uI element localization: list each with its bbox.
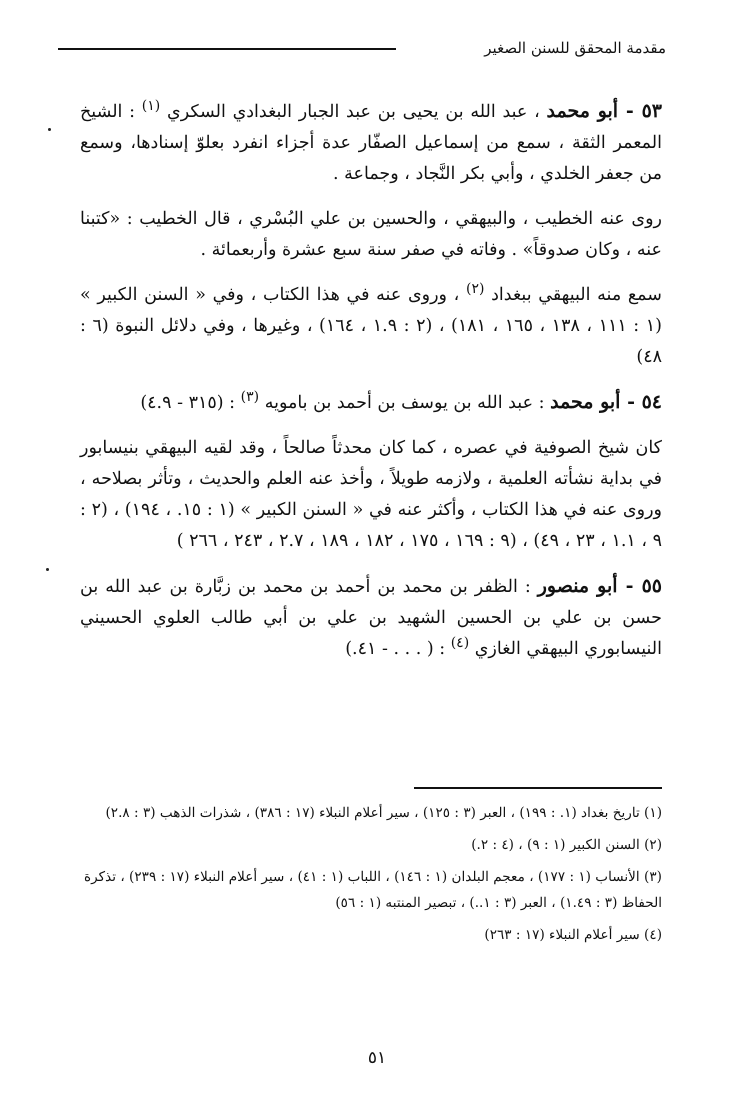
running-header	[58, 38, 666, 62]
entry-54-dates: : (٣١٥ - ٤.٩)	[140, 393, 236, 413]
footnote-ref-3: (٣)	[240, 389, 260, 406]
entry-53	[80, 96, 662, 190]
entry-54	[80, 387, 662, 419]
footnote-1: (١) تاريخ بغداد (١. : ١٩٩) ، العبر (٣ : ١٢٥) ، سير أعلام النبلاء (١٧ : ٣٨٦) ، شذرات الذهب (٣ : ٢.٨)	[105, 805, 662, 821]
entry-53-text-cont: : الشيخ المعمر الثقة ، سمع من إسماعيل الصفّار عدة أجزاء انفرد بعلوّ إسنادها، وسمع من جعفر الخلدي ، وأبي بكر النَّجاد ، وجماعة .	[80, 102, 662, 184]
entry-53-bayhaqi-text: سمع منه البيهقي ببغداد	[491, 285, 662, 305]
main-text	[80, 96, 662, 679]
header-title: مقدمة المحقق للسنن الصغير	[484, 39, 666, 57]
entry-53-narrators: روى عنه الخطيب ، والبيهقي ، والحسين بن علي البُسْري ، قال الخطيب : «كتبنا عنه ، وكان صدوقاً» . وفاته في صفر سنة سبع عشرة وأربعمائة .	[80, 209, 662, 260]
entry-54-text: : عبد الله بن يوسف بن أحمد بن بامويه	[264, 393, 545, 413]
entry-54-bio: كان شيخ الصوفية في عصره ، كما كان محدثاً صالحاً ، وقد لقيه البيهقي بنيسابور في بداية نشأته العلمية ، ولازمه طويلاً ، وأخذ عنه العلم والحديث ، وتأثر بصلاحه ، وروى عنه في هذا الكتاب ، وأكثر عنه في « السنن الكبير » (١ : ١٥. ، ١٩٤) ، (٢ : ٩ ، ١.١ ، ٢٣ ، ٤٩) ، (٩ : ١٦٩ ، ١٧٥ ، ١٨٢ ، ١٨٩ ، ٢.٧ ، ٢٤٣ ، ٢٦٦ )	[80, 438, 662, 551]
entry-55	[80, 571, 662, 665]
entry-53-bayhaqi-cont: ، وروى عنه في هذا الكتاب ، وفي « السنن الكبير » (١ : ١١١ ، ١٣٨ ، ١٦٥ ، ١٨١) ، (٢ : ١.٩ ، ١٦٤) ، وغيرها ، وفي دلائل النبوة (٦ : ٤٨)	[80, 285, 662, 367]
entry-55-lead: ٥٥ - أبو منصور	[537, 575, 662, 597]
scan-speck	[48, 128, 51, 131]
entry-55-dates: : ( . . . - ٤١.)	[345, 639, 446, 659]
footnote-rule	[414, 787, 662, 789]
footnote-3: (٣) الأنساب (١ : ١٧٧) ، معجم البلدان (١ : ١٤٦) ، اللباب (١ : ٤١) ، سير أعلام النبلاء (١٧ : ٢٣٩) ، تذكرة الحفاظ (٣ : ١.٤٩) ، العبر (٣ : ١..) ، تبصير المنتبه (١ : ٥٦)	[84, 869, 662, 911]
entry-53-bayhaqi	[80, 280, 662, 373]
footnote-ref-1: (١)	[141, 98, 161, 115]
footnotes	[84, 800, 662, 954]
entry-53-text: ، عبد الله بن يحيى بن عبد الجبار البغدادي السكري	[167, 102, 540, 122]
page-number: ٥١	[367, 1048, 387, 1068]
entry-53-lead: ٥٣ - أبو محمد	[546, 100, 662, 122]
footnote-4: (٤) سير أعلام النبلاء (١٧ : ٢٦٣)	[484, 927, 662, 943]
footnote-2: (٢) السنن الكبير (١ : ٩) ، (٤ : ٢.)	[471, 837, 662, 853]
footnote-ref-2: (٢)	[465, 281, 485, 298]
scan-speck	[46, 568, 49, 571]
entry-55-text: : الظفر بن محمد بن أحمد بن محمد بن زبَّارة بن عبد الله بن حسن بن علي بن الحسين الشهيد بن علي بن أبي طالب العلوي الحسيني النيسابوري البيهقي الغازي	[80, 577, 662, 659]
header-rule	[58, 48, 396, 50]
entry-54-lead: ٥٤ - أبو محمد	[550, 391, 662, 413]
footnote-ref-4: (٤)	[450, 635, 470, 652]
